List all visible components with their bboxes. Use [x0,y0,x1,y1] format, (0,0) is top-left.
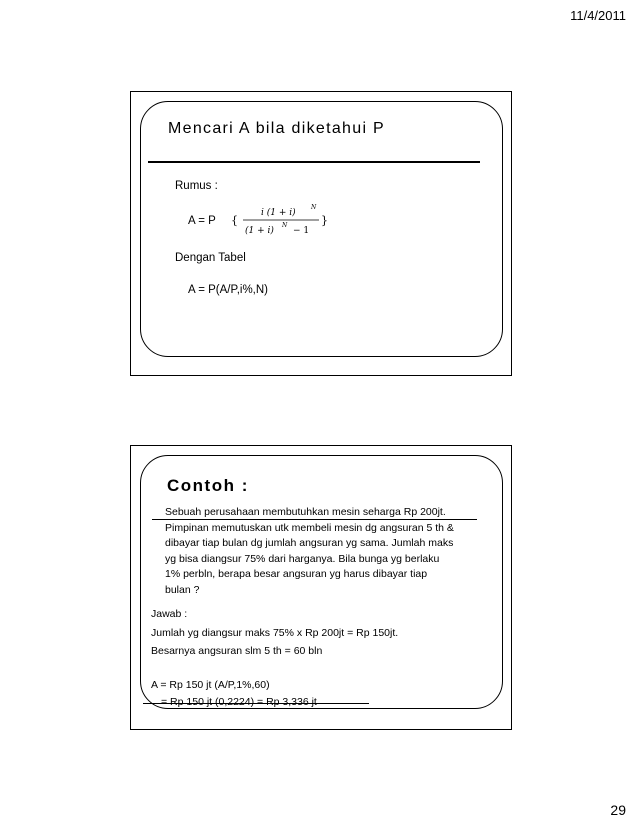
problem-paragraph [165,505,485,599]
numerator-exponent: N [311,204,317,211]
tabel-formula: A = P(A/P,i%,N) [188,284,269,296]
denominator-exponent: N [282,222,288,229]
slide-1 [130,91,512,376]
problem-line: Sebuah perusahaan membutuhkan mesin seharga Rp 200jt. [165,506,446,518]
problem-line: yg bisa diangsur 75% dari harganya. Bila bunga yg berlaku [165,552,440,565]
jawab-label: Jawab : [151,608,188,620]
brace-open: { [231,214,238,227]
problem-line: bulan ? [165,583,200,596]
answer-line-a2: = Rp 150 jt (0,2224) = Rp 3,336 jt [161,696,317,708]
page-number: 29 [610,802,626,818]
formula-denominator: (1 + i) [245,226,274,236]
formula-lhs: A = P [188,215,216,227]
print-date: 11/4/2011 [570,8,626,23]
answer-line-besarnya: Besarnya angsuran slm 5 th = 60 bln [151,645,323,657]
answer-line-jumlah: Jumlah yg diangsur maks 75% x Rp 200jt = Rp 150jt. [151,627,399,639]
slide-2 [130,445,512,730]
formula-fraction [231,201,331,241]
slide-1-title: Mencari A bila diketahui P [168,120,386,137]
formula-minus-one: − 1 [293,226,310,236]
problem-line: 1% perbln, berapa besar angsuran yg harus dibayar tiap [165,568,428,581]
rumus-label: Rumus : [175,180,218,192]
brace-close: } [321,214,328,227]
formula-numerator: i (1 + i) [261,208,296,218]
problem-line: dibayar tiap bulan dg jumlah angsuran yg sama. Jumlah maks [165,537,454,550]
answer-underline [143,703,369,704]
answer-line-a1: A = Rp 150 jt (A/P,1%,60) [151,679,270,691]
slide-2-title: Contoh : [167,476,249,495]
title-underline [148,161,480,163]
problem-line: Pimpinan memutuskan utk membeli mesin dg angsuran 5 th & [165,521,454,534]
tabel-label: Dengan Tabel [175,252,246,264]
